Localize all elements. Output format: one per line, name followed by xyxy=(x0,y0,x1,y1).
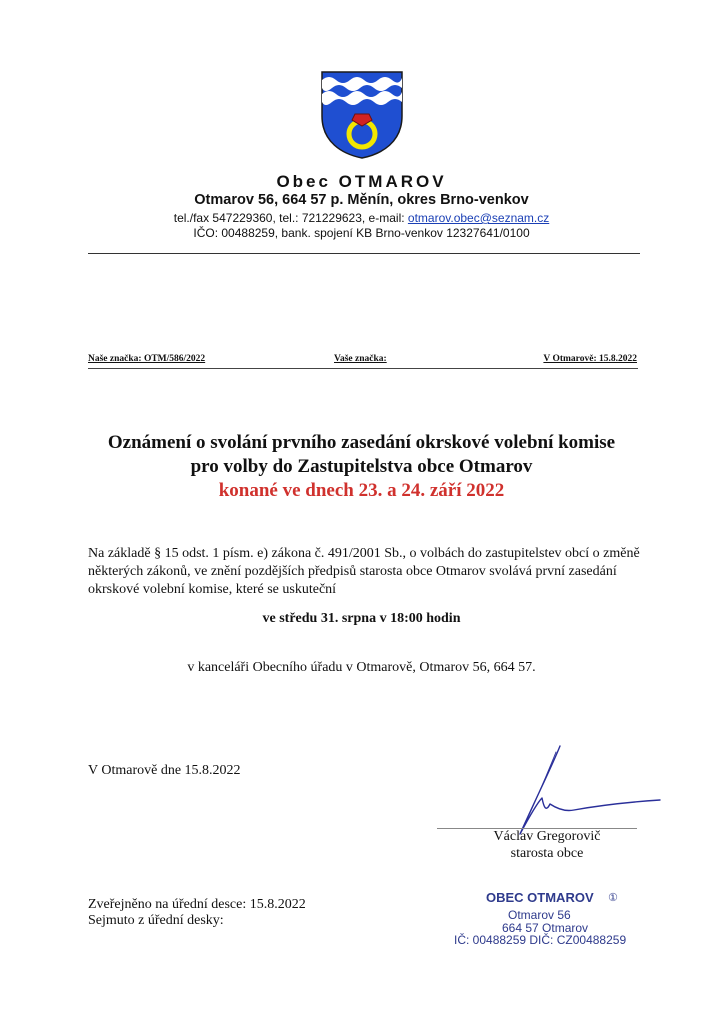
email-link[interactable]: otmarov.obec@seznam.cz xyxy=(407,211,550,225)
municipal-crest-icon xyxy=(320,70,404,160)
posted-on-board: Zveřejněno na úřední desce: 15.8.2022 xyxy=(88,897,306,912)
meeting-place: v kanceláři Obecního úřadu v Otmarově, Otmarov 56, 664 57. xyxy=(187,660,536,675)
your-reference: Vaše značka: xyxy=(334,354,387,364)
reference-date: V Otmarově: 15.8.2022 xyxy=(543,354,637,364)
organization-ids: IČO: 00488259, bank. spojení KB Brno-venkov 12327641/0100 xyxy=(193,226,530,240)
organization-name: Obec OTMAROV xyxy=(276,172,447,191)
document-title-line-1: Oznámení o svolání prvního zasedání okrskové volební komise xyxy=(107,432,616,453)
stamp-zip: 664 57 Otmarov xyxy=(502,921,589,935)
removed-from-board: Sejmuto z úřední desky: xyxy=(88,913,224,928)
handwritten-signature xyxy=(490,742,665,842)
place-and-date: V Otmarově dne 15.8.2022 xyxy=(88,763,241,778)
signer-name: Václav Gregorovič xyxy=(493,829,601,844)
meeting-time: ve středu 31. srpna v 18:00 hodin xyxy=(262,611,461,626)
stamp-ids: IČ: 00488259 DIČ: CZ00488259 xyxy=(454,933,627,947)
our-reference: Naše značka: OTM/586/2022 xyxy=(88,354,206,364)
stamp-address: Otmarov 56 xyxy=(508,908,571,922)
reference-divider xyxy=(88,368,638,369)
organization-contacts xyxy=(0,211,723,225)
document-title-dates: konané ve dnech 23. a 24. září 2022 xyxy=(218,480,505,501)
header-divider xyxy=(88,253,640,254)
stamp-name: OBEC OTMAROV xyxy=(486,890,594,905)
intro-paragraph: Na základě § 15 odst. 1 písm. e) zákona č. 491/2001 Sb., o volbách do zastupitelstev obcí o změně některých zákonů, ve znění pozdějších předpisů starosta obce Otmarov svolává první zasedání okrskové volební komise, které se uskuteční xyxy=(88,546,640,597)
signer-role: starosta obce xyxy=(510,846,584,861)
document-title-line-2: pro volby do Zastupitelstva obce Otmarov xyxy=(190,456,533,477)
contacts-text: tel./fax 547229360, tel.: 721229623, e-mail: xyxy=(173,211,408,225)
stamp-number-icon: ① xyxy=(608,892,618,904)
organization-address: Otmarov 56, 664 57 p. Měnín, okres Brno-venkov xyxy=(194,192,529,208)
